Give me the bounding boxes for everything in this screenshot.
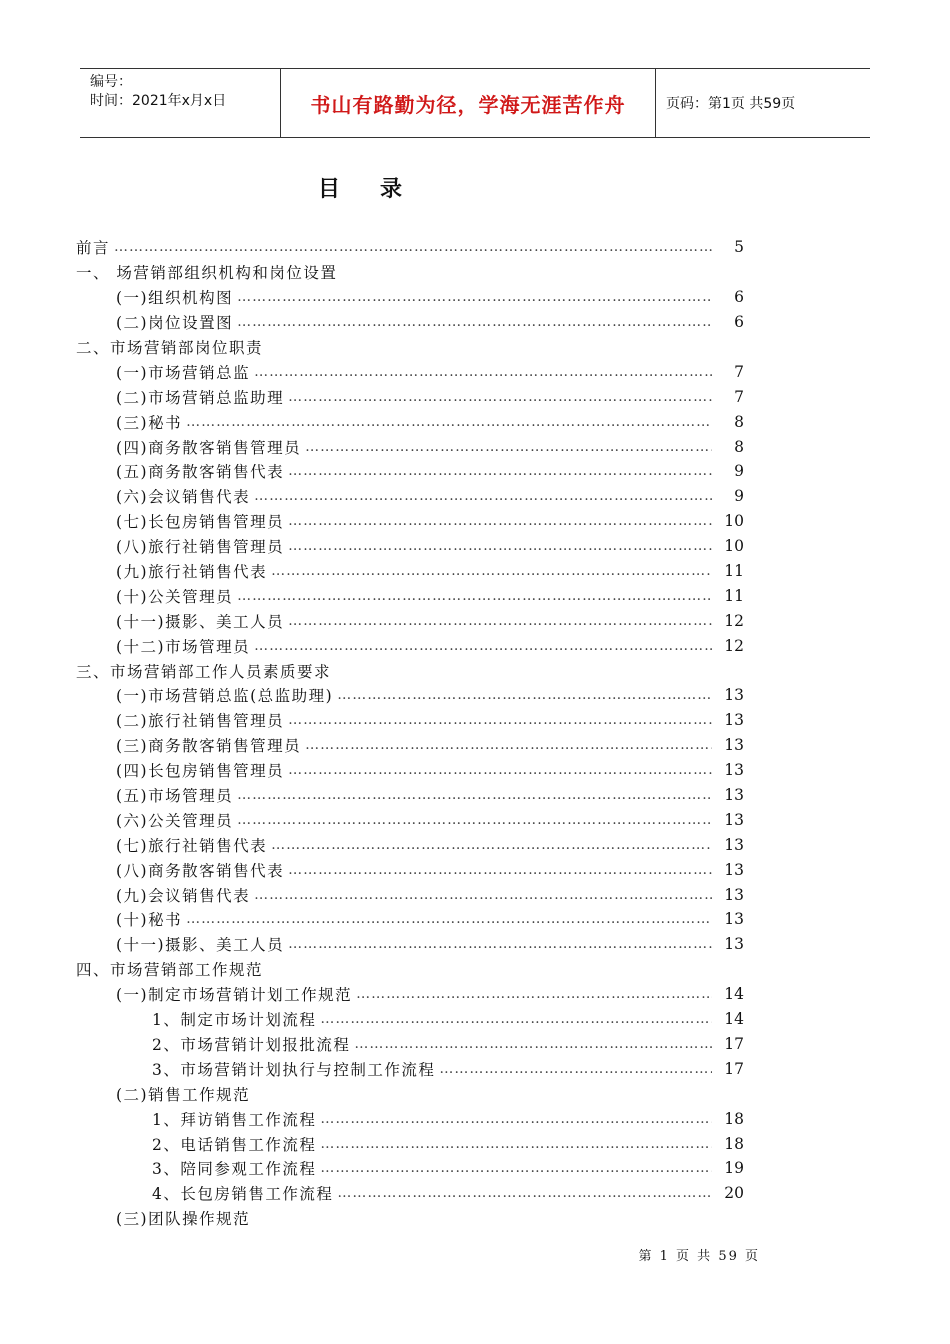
toc-entry-page: 9 bbox=[734, 462, 744, 481]
toc-entry-label: (六)会议销售代表 bbox=[116, 488, 251, 507]
table-of-contents bbox=[76, 235, 744, 1231]
toc-entry-page: 6 bbox=[734, 288, 744, 307]
toc-entry-label: (九)会议销售代表 bbox=[116, 886, 251, 905]
date-label: 时间：2021年x月x日 bbox=[90, 93, 227, 109]
toc-entry-page: 10 bbox=[724, 537, 744, 556]
toc-entry[interactable] bbox=[76, 1181, 744, 1206]
toc-entry[interactable] bbox=[76, 1131, 744, 1156]
toc-leader-dots bbox=[186, 414, 712, 430]
toc-leader-dots bbox=[237, 314, 712, 330]
toc-entry[interactable] bbox=[76, 608, 744, 633]
toc-entry-label: 3、市场营销计划执行与控制工作流程 bbox=[152, 1060, 436, 1079]
toc-leader-dots bbox=[354, 1036, 712, 1052]
toc-entry[interactable] bbox=[76, 1156, 744, 1181]
toc-entry[interactable] bbox=[76, 708, 744, 733]
toc-entry-label: (九)旅行社销售代表 bbox=[116, 563, 268, 582]
toc-entry-label: (五)市场管理员 bbox=[116, 787, 234, 806]
toc-entry-page: 14 bbox=[724, 1010, 744, 1029]
toc-entry-label: (十一)摄影、美工人员 bbox=[116, 936, 285, 955]
toc-entry-page: 13 bbox=[724, 711, 744, 730]
toc-leader-dots bbox=[271, 563, 712, 579]
toc-entry[interactable] bbox=[76, 733, 744, 758]
toc-entry-page: 11 bbox=[724, 562, 744, 581]
toc-entry-page: 18 bbox=[724, 1134, 744, 1153]
toc-entry-label: 3、陪同参观工作流程 bbox=[152, 1160, 317, 1179]
toc-entry-label: (六)公关管理员 bbox=[116, 811, 234, 830]
toc-leader-dots bbox=[305, 439, 712, 455]
toc-leader-dots bbox=[337, 1185, 712, 1201]
toc-entry-label: 二、市场营销部岗位职责 bbox=[76, 339, 264, 357]
toc-leader-dots bbox=[237, 289, 712, 305]
toc-entry-label: 前言 bbox=[76, 239, 111, 258]
toc-leader-dots bbox=[288, 513, 712, 529]
toc-leader-dots bbox=[320, 1111, 712, 1127]
toc-entry[interactable] bbox=[76, 907, 744, 932]
toc-leader-dots bbox=[337, 687, 712, 703]
toc-entry-page: 7 bbox=[734, 387, 744, 406]
toc-entry-page: 13 bbox=[724, 885, 744, 904]
toc-entry-label: (一)市场营销总监(总监助理) bbox=[116, 687, 334, 706]
toc-leader-dots bbox=[288, 538, 712, 554]
toc-entry[interactable] bbox=[76, 882, 744, 907]
toc-entry-label: (二)旅行社销售管理员 bbox=[116, 712, 285, 731]
toc-entry-label: (三)团队操作规范 bbox=[116, 1210, 251, 1229]
toc-entry-page: 7 bbox=[734, 362, 744, 381]
toc-entry[interactable] bbox=[76, 758, 744, 783]
toc-entry-page: 10 bbox=[724, 512, 744, 531]
toc-entry-page: 5 bbox=[734, 238, 744, 257]
toc-entry-label: (十)秘书 bbox=[116, 911, 183, 930]
toc-entry-label: 1、制定市场计划流程 bbox=[152, 1011, 317, 1030]
toc-entry-page: 8 bbox=[734, 437, 744, 456]
toc-leader-dots bbox=[254, 638, 712, 654]
toc-leader-dots bbox=[254, 887, 712, 903]
toc-entry-label: (二)市场营销总监助理 bbox=[116, 388, 285, 407]
toc-entry-label: (七)旅行社销售代表 bbox=[116, 836, 268, 855]
toc-entry[interactable] bbox=[76, 509, 744, 534]
toc-entry[interactable] bbox=[76, 807, 744, 832]
toc-leader-dots bbox=[305, 737, 712, 753]
toc-leader-dots bbox=[237, 588, 712, 604]
header-meta bbox=[80, 69, 280, 137]
toc-entry[interactable] bbox=[76, 384, 744, 409]
toc-entry[interactable] bbox=[76, 260, 744, 285]
toc-entry[interactable] bbox=[76, 235, 744, 260]
toc-entry[interactable] bbox=[76, 559, 744, 584]
toc-entry-page: 13 bbox=[724, 736, 744, 755]
number-label: 编号： bbox=[90, 74, 132, 90]
toc-leader-dots bbox=[288, 862, 712, 878]
toc-leader-dots bbox=[288, 613, 712, 629]
toc-entry-label: (二)销售工作规范 bbox=[116, 1085, 251, 1104]
toc-entry[interactable] bbox=[76, 857, 744, 882]
toc-entry[interactable] bbox=[76, 359, 744, 384]
toc-entry[interactable] bbox=[76, 1106, 744, 1131]
toc-entry-label: (一)市场营销总监 bbox=[116, 363, 251, 382]
toc-entry-page: 17 bbox=[724, 1034, 744, 1053]
toc-entry-label: (四)长包房销售管理员 bbox=[116, 762, 285, 781]
toc-entry-page: 13 bbox=[724, 910, 744, 929]
toc-entry[interactable] bbox=[76, 484, 744, 509]
toc-entry[interactable] bbox=[76, 658, 744, 683]
toc-leader-dots bbox=[254, 364, 712, 380]
toc-entry-page: 13 bbox=[724, 935, 744, 954]
toc-leader-dots bbox=[288, 936, 712, 952]
toc-leader-dots bbox=[237, 787, 712, 803]
page-footer: 第 1 页 共 59 页 bbox=[638, 1249, 760, 1264]
toc-entry[interactable] bbox=[76, 409, 744, 434]
toc-entry-label: 三、市场营销部工作人员素质要求 bbox=[76, 662, 332, 681]
toc-entry-label: (十一)摄影、美工人员 bbox=[116, 612, 285, 631]
toc-entry-page: 17 bbox=[724, 1059, 744, 1078]
toc-entry-label: 4、长包房销售工作流程 bbox=[152, 1185, 334, 1204]
toc-entry-label: (四)商务散客销售管理员 bbox=[116, 438, 302, 457]
toc-leader-dots bbox=[356, 986, 712, 1002]
toc-leader-dots bbox=[271, 837, 712, 853]
toc-entry-label: 四、市场营销部工作规范 bbox=[76, 961, 264, 980]
toc-entry[interactable] bbox=[76, 633, 744, 658]
toc-entry-page: 8 bbox=[734, 412, 744, 431]
toc-entry-page: 20 bbox=[724, 1184, 744, 1203]
toc-leader-dots bbox=[288, 762, 712, 778]
toc-entry-page: 14 bbox=[724, 985, 744, 1004]
toc-entry-page: 13 bbox=[724, 786, 744, 805]
toc-entry[interactable] bbox=[76, 310, 744, 335]
toc-entry-label: (十二)市场管理员 bbox=[116, 637, 251, 656]
toc-entry-label: 2、电话销售工作流程 bbox=[152, 1135, 317, 1154]
toc-entry[interactable] bbox=[76, 932, 744, 957]
header-motto: 书山有路勤为径，学海无涯苦作舟 bbox=[280, 69, 656, 137]
toc-entry-label: 1、拜访销售工作流程 bbox=[152, 1110, 317, 1129]
toc-entry-label: (七)长包房销售管理员 bbox=[116, 513, 285, 532]
toc-entry[interactable] bbox=[76, 1007, 744, 1032]
toc-entry-label: (八)商务散客销售代表 bbox=[116, 861, 285, 880]
toc-entry-page: 13 bbox=[724, 686, 744, 705]
toc-entry-label: (五)商务散客销售代表 bbox=[116, 463, 285, 482]
toc-entry-label: (八)旅行社销售管理员 bbox=[116, 538, 285, 557]
toc-entry-page: 12 bbox=[724, 636, 744, 655]
toc-leader-dots bbox=[320, 1011, 712, 1027]
toc-leader-dots bbox=[320, 1136, 712, 1152]
toc-entry[interactable] bbox=[76, 285, 744, 310]
page-header bbox=[80, 68, 870, 138]
toc-leader-dots bbox=[114, 239, 712, 255]
toc-entry-label: (十)公关管理员 bbox=[116, 587, 234, 606]
toc-entry-page: 9 bbox=[734, 487, 744, 506]
toc-leader-dots bbox=[288, 389, 712, 405]
toc-entry-page: 13 bbox=[724, 835, 744, 854]
toc-entry-page: 13 bbox=[724, 810, 744, 829]
toc-entry-label: (三)秘书 bbox=[116, 413, 183, 432]
toc-leader-dots bbox=[186, 911, 712, 927]
toc-entry-label: 一、 场营销部组织机构和岗位设置 bbox=[76, 264, 338, 283]
toc-entry[interactable] bbox=[76, 783, 744, 808]
toc-entry[interactable] bbox=[76, 459, 744, 484]
toc-entry-label: (一)制定市场营销计划工作规范 bbox=[116, 986, 353, 1005]
toc-entry[interactable] bbox=[76, 982, 744, 1007]
toc-leader-dots bbox=[237, 812, 712, 828]
toc-entry[interactable] bbox=[76, 583, 744, 608]
toc-entry-label: (二)岗位设置图 bbox=[116, 314, 234, 333]
toc-entry-page: 13 bbox=[724, 761, 744, 780]
toc-entry[interactable] bbox=[76, 534, 744, 559]
toc-entry-label: (三)商务散客销售管理员 bbox=[116, 737, 302, 756]
toc-entry-page: 11 bbox=[724, 586, 744, 605]
toc-leader-dots bbox=[288, 712, 712, 728]
toc-entry-label: (一)组织机构图 bbox=[116, 289, 234, 308]
toc-entry[interactable] bbox=[76, 683, 744, 708]
toc-leader-dots bbox=[254, 488, 712, 504]
page-title: 目录 bbox=[317, 176, 442, 202]
toc-entry[interactable] bbox=[76, 335, 744, 360]
toc-entry-label: 2、市场营销计划报批流程 bbox=[152, 1035, 351, 1054]
toc-leader-dots bbox=[320, 1160, 712, 1176]
toc-entry-page: 12 bbox=[724, 611, 744, 630]
toc-entry-page: 19 bbox=[724, 1159, 744, 1178]
toc-entry[interactable] bbox=[76, 832, 744, 857]
toc-entry-page: 13 bbox=[724, 860, 744, 879]
header-page-info: 页码：第1页 共59页 bbox=[666, 96, 796, 112]
toc-entry-page: 18 bbox=[724, 1109, 744, 1128]
toc-entry[interactable] bbox=[76, 1056, 744, 1081]
toc-entry[interactable] bbox=[76, 1081, 744, 1106]
toc-leader-dots bbox=[288, 463, 712, 479]
toc-entry-page: 6 bbox=[734, 313, 744, 332]
toc-entry[interactable] bbox=[76, 434, 744, 459]
toc-entry[interactable] bbox=[76, 1032, 744, 1057]
toc-entry[interactable] bbox=[76, 1206, 744, 1231]
toc-leader-dots bbox=[439, 1061, 712, 1077]
toc-entry[interactable] bbox=[76, 957, 744, 982]
